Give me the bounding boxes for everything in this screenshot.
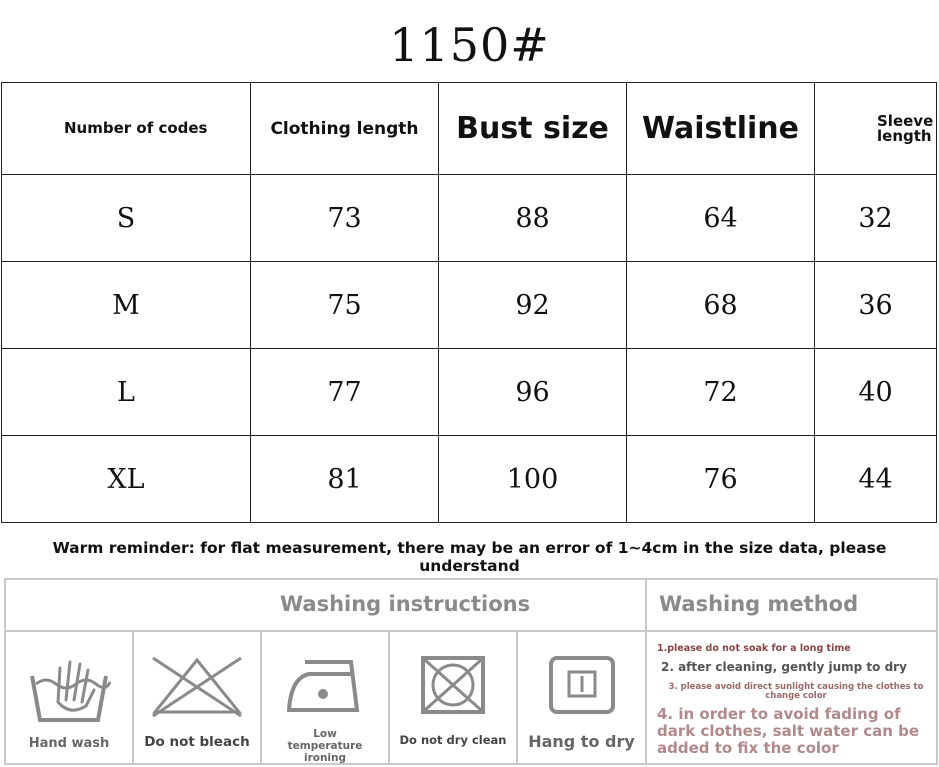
waistline-cell: 64 xyxy=(627,175,815,262)
size-cell: S xyxy=(2,175,251,262)
sleeve-length-cell: 36 xyxy=(815,262,937,349)
method-item: 4. in order to avoid fading of dark clothes, salt water can be added to fix the color xyxy=(657,705,920,757)
washing-instructions-title: Washing instructions xyxy=(280,592,531,616)
header-bust-size: Bust size xyxy=(439,83,627,175)
no-dry-clean-icon xyxy=(419,654,487,716)
care-label: Do not bleach xyxy=(144,734,250,750)
header-sleeve-length: Sleeve length xyxy=(815,83,937,175)
care-item-hand-wash xyxy=(6,632,132,763)
table-row xyxy=(2,262,937,349)
waistline-cell: 68 xyxy=(627,262,815,349)
care-item-low-iron xyxy=(262,632,388,763)
hang-dry-icon xyxy=(547,654,617,716)
clothing-length-cell: 75 xyxy=(251,262,439,349)
low-iron-icon xyxy=(285,654,365,716)
header-clothing-length: Clothing length xyxy=(251,83,439,175)
care-item-no-bleach xyxy=(134,632,260,763)
method-item: 1.please do not soak for a long time xyxy=(657,643,851,654)
care-label: Low temperature ironing xyxy=(287,728,363,764)
care-item-no-dry-clean xyxy=(390,632,516,763)
clothing-length-cell: 77 xyxy=(251,349,439,436)
warm-reminder: Warm reminder: for flat measurement, there may be an error of 1~4cm in the size data, please understand xyxy=(52,539,887,575)
bust-size-cell: 100 xyxy=(439,436,627,523)
care-label: Do not dry clean xyxy=(399,733,507,747)
care-label: Hang to dry xyxy=(528,732,635,751)
care-item-hang-dry xyxy=(518,632,645,763)
method-item: 2. after cleaning, gently jump to dry xyxy=(661,660,907,674)
table-header-row xyxy=(2,83,937,175)
size-cell: L xyxy=(2,349,251,436)
waistline-cell: 72 xyxy=(627,349,815,436)
waistline-cell: 76 xyxy=(627,436,815,523)
clothing-length-cell: 81 xyxy=(251,436,439,523)
size-cell: M xyxy=(2,262,251,349)
header-waistline: Waistline xyxy=(627,83,815,175)
size-table xyxy=(1,82,937,523)
washing-panel xyxy=(4,578,938,765)
sleeve-length-cell: 32 xyxy=(815,175,937,262)
clothing-length-cell: 73 xyxy=(251,175,439,262)
bust-size-cell: 92 xyxy=(439,262,627,349)
sleeve-length-cell: 44 xyxy=(815,436,937,523)
sleeve-length-cell: 40 xyxy=(815,349,937,436)
method-item: 3. please avoid direct sunlight causing the clothes to change color xyxy=(668,682,924,701)
table-row xyxy=(2,436,937,523)
table-row xyxy=(2,175,937,262)
bust-size-cell: 96 xyxy=(439,349,627,436)
care-label: Hand wash xyxy=(28,736,110,751)
size-cell: XL xyxy=(2,436,251,523)
washing-method-title: Washing method xyxy=(659,592,859,616)
hand-wash-icon xyxy=(26,654,112,724)
table-row xyxy=(2,349,937,436)
no-bleach-icon xyxy=(149,654,245,720)
washing-methods-list xyxy=(647,632,936,763)
page-title: 1150# xyxy=(389,18,550,72)
bust-size-cell: 88 xyxy=(439,175,627,262)
header-number-of-codes: Number of codes xyxy=(2,83,251,175)
